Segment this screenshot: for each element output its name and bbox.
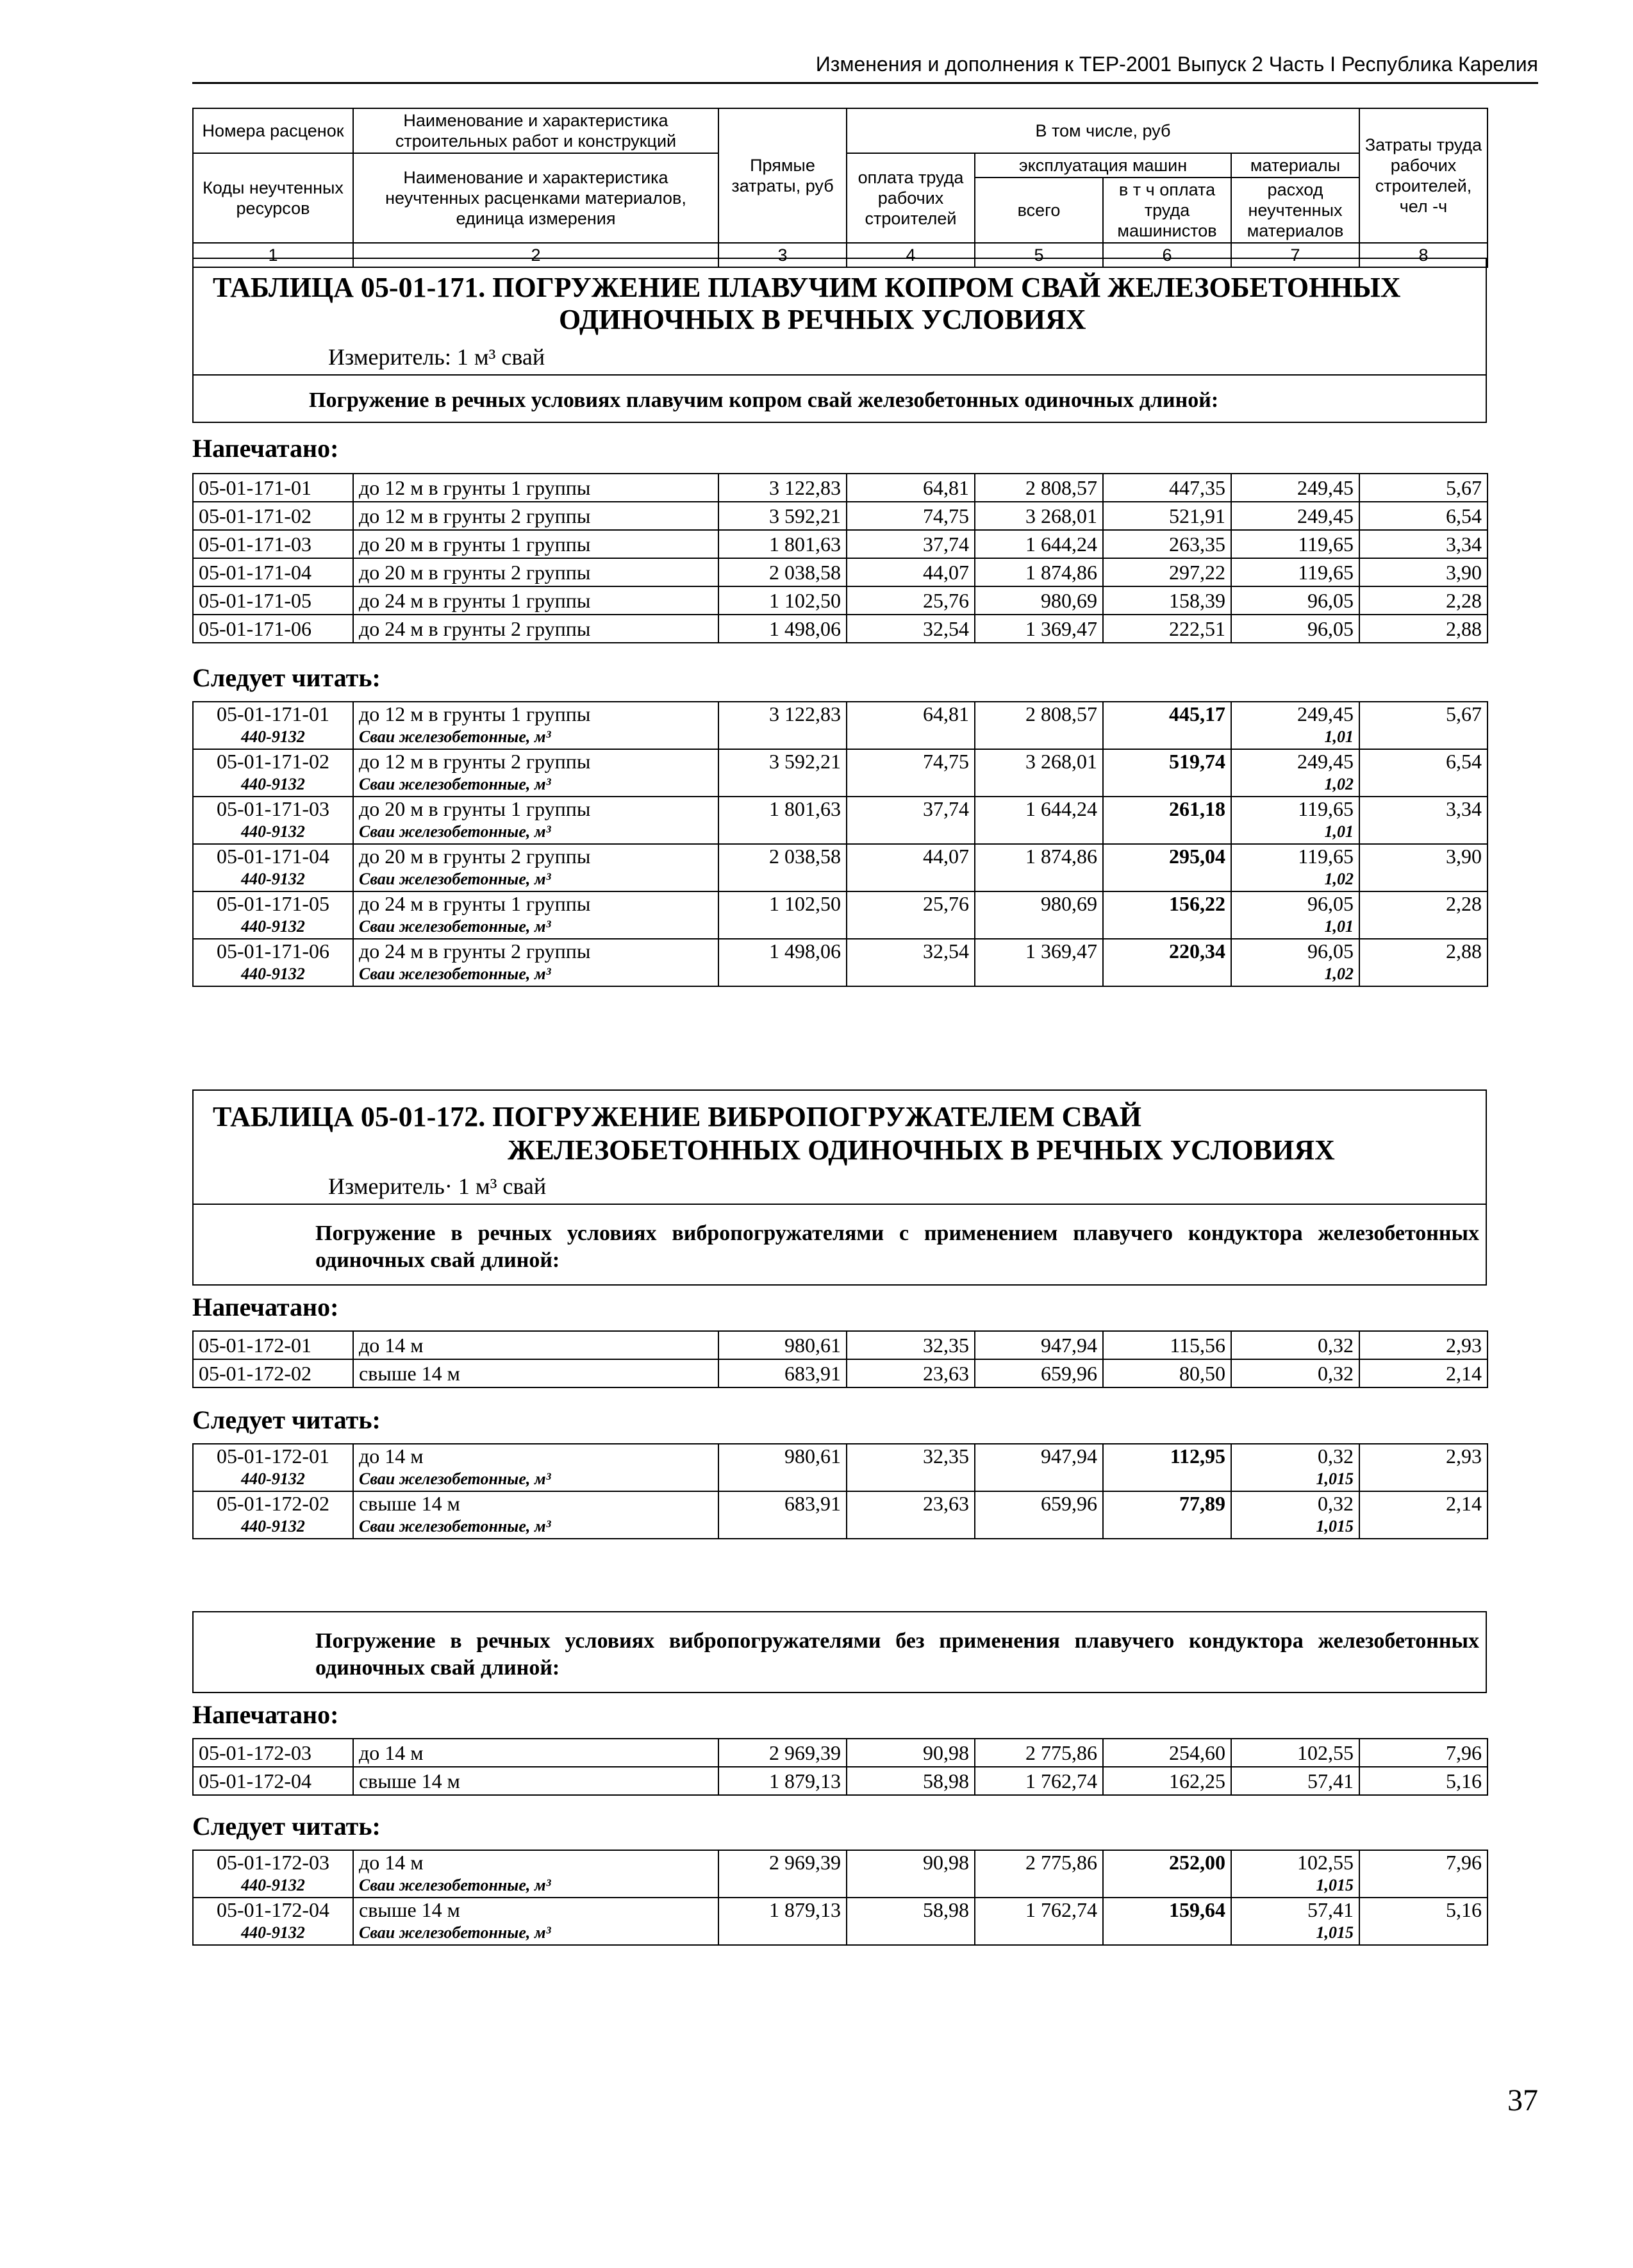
value-cell: 1 801,63	[718, 797, 847, 844]
materials-cell	[1231, 844, 1359, 891]
resource-code: 440-9132	[241, 917, 305, 936]
material-description: Сваи железобетонные, м³	[359, 1517, 551, 1535]
value-cell: 2,28	[1359, 586, 1488, 615]
value-cell: 3 592,21	[718, 502, 847, 530]
value-cell: 5,67	[1359, 474, 1488, 502]
rate-code-cell	[193, 1444, 353, 1491]
work-description: свыше 14 м	[359, 1898, 460, 1921]
col6-head: в т ч оплата труда машинистов	[1103, 178, 1231, 243]
col-num-8: 8	[1359, 243, 1488, 267]
value-cell: 1 762,74	[975, 1898, 1103, 1945]
value-cell: 64,81	[847, 702, 975, 749]
value-cell: 102,55	[1231, 1739, 1359, 1767]
rate-code: 05-01-172-02	[217, 1492, 329, 1515]
value-cell: 254,60	[1103, 1739, 1231, 1767]
table-row	[193, 1331, 1488, 1359]
description-cell	[353, 749, 718, 797]
value-cell: 32,35	[847, 1331, 975, 1359]
value-cell: 96,05	[1231, 615, 1359, 643]
value-cell: 980,69	[975, 891, 1103, 939]
value-cell: 3,34	[1359, 530, 1488, 558]
corrected-value: 445,17	[1103, 702, 1231, 749]
corrected-value: 252,00	[1103, 1850, 1231, 1898]
rate-code-cell	[193, 844, 353, 891]
material-description: Сваи железобетонные, м³	[359, 1876, 551, 1894]
work-description: до 12 м в грунты 2 группы	[359, 750, 591, 773]
rate-code: 05-01-172-03	[217, 1851, 329, 1874]
value-cell: 162,25	[1103, 1767, 1231, 1795]
col8-head: Затраты труда рабочих строителей, чел -ч	[1359, 108, 1488, 243]
table-row	[193, 1739, 1488, 1767]
work-description: до 12 м в грунты 2 группы	[353, 502, 718, 530]
value-cell: 980,61	[718, 1331, 847, 1359]
work-description: до 24 м в грунты 1 группы	[359, 892, 591, 915]
value-cell: 659,96	[975, 1491, 1103, 1539]
value-cell: 74,75	[847, 749, 975, 797]
material-description: Сваи железобетонные, м³	[359, 727, 551, 746]
value-cell: 3,34	[1359, 797, 1488, 844]
rate-code: 05-01-171-04	[217, 845, 329, 868]
corrected-value: 156,22	[1103, 891, 1231, 939]
value-cell: 119,65	[1298, 797, 1354, 820]
description-cell	[353, 1491, 718, 1539]
col-num-7: 7	[1231, 243, 1359, 267]
material-consumption: 1,015	[1316, 1517, 1354, 1535]
t172-read2-label: Следует читать:	[192, 1812, 381, 1841]
table-171-title-line2: ОДИНОЧНЫХ В РЕЧНЫХ УСЛОВИЯХ	[559, 304, 1086, 335]
col1-bottom: Коды неучтенных ресурсов	[193, 153, 353, 243]
description-cell	[353, 1850, 718, 1898]
rate-code: 05-01-172-04	[193, 1767, 353, 1795]
value-cell: 1 644,24	[975, 530, 1103, 558]
corrected-value: 519,74	[1103, 749, 1231, 797]
rate-code: 05-01-171-03	[217, 797, 329, 820]
table-row	[193, 474, 1488, 502]
col-num-4: 4	[847, 243, 975, 267]
value-cell: 74,75	[847, 502, 975, 530]
description-cell	[353, 891, 718, 939]
rate-code-cell	[193, 749, 353, 797]
description-cell	[353, 1898, 718, 1945]
material-consumption: 1,02	[1324, 870, 1354, 888]
table-172-measure: Измеритель· 1 м³ свай	[328, 1173, 547, 1199]
value-cell: 2,93	[1359, 1331, 1488, 1359]
value-cell: 90,98	[847, 1850, 975, 1898]
corrected-value: 295,04	[1103, 844, 1231, 891]
t172-read1-label: Следует читать:	[192, 1405, 381, 1434]
corrected-value: 77,89	[1103, 1491, 1231, 1539]
value-cell: 1 644,24	[975, 797, 1103, 844]
value-cell: 1 762,74	[975, 1767, 1103, 1795]
value-cell: 119,65	[1231, 530, 1359, 558]
table-172-title-line1: ТАБЛИЦА 05-01-172. ПОГРУЖЕНИЕ ВИБРОПОГРУЖАТЕЛЕМ СВАЙ	[213, 1101, 1141, 1132]
table-172-title-box	[192, 1089, 1487, 1205]
work-description: до 20 м в грунты 2 группы	[359, 845, 591, 868]
value-cell: 102,55	[1297, 1851, 1354, 1874]
value-cell: 683,91	[718, 1359, 847, 1387]
value-cell: 1 369,47	[975, 615, 1103, 643]
rate-code: 05-01-171-05	[193, 586, 353, 615]
value-cell: 0,32	[1231, 1359, 1359, 1387]
value-cell: 297,22	[1103, 558, 1231, 586]
value-cell: 2 808,57	[975, 474, 1103, 502]
materials-cell	[1231, 1850, 1359, 1898]
description-cell	[353, 702, 718, 749]
rate-code: 05-01-172-02	[193, 1359, 353, 1387]
rate-code: 05-01-171-01	[193, 474, 353, 502]
materials-cell	[1231, 1491, 1359, 1539]
material-consumption: 1,015	[1316, 1876, 1354, 1894]
value-cell: 980,69	[975, 586, 1103, 615]
value-cell: 2,14	[1359, 1359, 1488, 1387]
value-cell: 0,32	[1318, 1492, 1354, 1515]
table-row	[193, 1359, 1488, 1387]
t171-printed-label: Напечатано:	[192, 434, 339, 463]
work-description: до 12 м в грунты 1 группы	[359, 702, 591, 725]
col5-head: всего	[975, 178, 1103, 243]
material-consumption: 1,01	[1324, 822, 1354, 841]
page-number: 37	[1507, 2083, 1538, 2117]
value-cell: 5,16	[1359, 1898, 1488, 1945]
value-cell: 57,41	[1231, 1767, 1359, 1795]
description-cell	[353, 844, 718, 891]
work-description: свыше 14 м	[353, 1359, 718, 1387]
material-consumption: 1,02	[1324, 964, 1354, 983]
resource-code: 440-9132	[241, 822, 305, 841]
work-description: свыше 14 м	[359, 1492, 460, 1515]
value-cell: 1 801,63	[718, 530, 847, 558]
table-row	[193, 615, 1488, 643]
resource-code: 440-9132	[241, 870, 305, 888]
col-num-5: 5	[975, 243, 1103, 267]
rate-code: 05-01-172-01	[193, 1331, 353, 1359]
table-row	[193, 939, 1488, 986]
rate-code: 05-01-171-06	[193, 615, 353, 643]
rate-code: 05-01-172-03	[193, 1739, 353, 1767]
col-num-3: 3	[718, 243, 847, 267]
value-cell: 64,81	[847, 474, 975, 502]
value-cell: 659,96	[975, 1359, 1103, 1387]
t171-read-table	[192, 701, 1488, 987]
material-description: Сваи железобетонные, м³	[359, 964, 551, 983]
table-171-measure: Измеритель: 1 м³ свай	[328, 344, 545, 370]
col-num-2: 2	[353, 243, 718, 267]
rate-code: 05-01-171-04	[193, 558, 353, 586]
value-cell: 58,98	[847, 1767, 975, 1795]
value-cell: 2 969,39	[718, 1850, 847, 1898]
value-cell: 3,90	[1359, 844, 1488, 891]
value-cell: 2,93	[1359, 1444, 1488, 1491]
col-num-6: 6	[1103, 243, 1231, 267]
rate-code-cell	[193, 891, 353, 939]
value-cell: 6,54	[1359, 749, 1488, 797]
resource-code: 440-9132	[241, 1517, 305, 1535]
table-row	[193, 558, 1488, 586]
description-cell	[353, 939, 718, 986]
table-row	[193, 797, 1488, 844]
materials-head: материалы	[1231, 153, 1359, 178]
work-description: до 24 м в грунты 2 группы	[359, 939, 591, 963]
material-consumption: 1,01	[1324, 917, 1354, 936]
work-description: до 20 м в грунты 1 группы	[359, 797, 591, 820]
value-cell: 3 268,01	[975, 502, 1103, 530]
value-cell: 119,65	[1298, 845, 1354, 868]
value-cell: 32,54	[847, 615, 975, 643]
value-cell: 1 498,06	[718, 939, 847, 986]
value-cell: 80,50	[1103, 1359, 1231, 1387]
work-description: до 24 м в грунты 1 группы	[353, 586, 718, 615]
materials-cell	[1231, 1444, 1359, 1491]
t171-read-label: Следует читать:	[192, 663, 381, 692]
col2-bottom: Наименование и характеристика неучтенных расценками материалов, единица измерения	[353, 153, 718, 243]
resource-code: 440-9132	[241, 775, 305, 793]
value-cell: 2 775,86	[975, 1850, 1103, 1898]
table-row	[193, 1767, 1488, 1795]
value-cell: 5,16	[1359, 1767, 1488, 1795]
rate-code-cell	[193, 1491, 353, 1539]
work-description: свыше 14 м	[353, 1767, 718, 1795]
value-cell: 37,74	[847, 797, 975, 844]
value-cell: 2,88	[1359, 939, 1488, 986]
resource-code: 440-9132	[241, 1876, 305, 1894]
header-rule	[192, 82, 1538, 84]
value-cell: 96,05	[1307, 939, 1354, 963]
table-172-title-line2: ЖЕЛЕЗОБЕТОННЫХ ОДИНОЧНЫХ В РЕЧНЫХ УСЛОВИЯХ	[508, 1134, 1335, 1166]
value-cell: 5,67	[1359, 702, 1488, 749]
value-cell: 947,94	[975, 1444, 1103, 1491]
col2-top: Наименование и характеристика строительных работ и конструкций	[353, 108, 718, 153]
rate-code-cell	[193, 797, 353, 844]
rate-code: 05-01-172-04	[217, 1898, 329, 1921]
rate-code: 05-01-172-01	[217, 1444, 329, 1468]
t172-read1-table	[192, 1443, 1488, 1539]
included-head: В том числе, руб	[847, 108, 1359, 153]
table-row	[193, 702, 1488, 749]
material-consumption: 1,02	[1324, 775, 1354, 793]
value-cell: 25,76	[847, 586, 975, 615]
value-cell: 90,98	[847, 1739, 975, 1767]
col-num-1: 1	[193, 243, 353, 267]
value-cell: 2 808,57	[975, 702, 1103, 749]
table-row	[193, 844, 1488, 891]
value-cell: 263,35	[1103, 530, 1231, 558]
value-cell: 3 268,01	[975, 749, 1103, 797]
rate-code: 05-01-171-02	[217, 750, 329, 773]
rate-code: 05-01-171-02	[193, 502, 353, 530]
value-cell: 37,74	[847, 530, 975, 558]
table-row	[193, 502, 1488, 530]
value-cell: 521,91	[1103, 502, 1231, 530]
rate-code-cell	[193, 702, 353, 749]
resource-code: 440-9132	[241, 1469, 305, 1488]
corrected-value: 159,64	[1103, 1898, 1231, 1945]
value-cell: 115,56	[1103, 1331, 1231, 1359]
t172-printed1-table	[192, 1330, 1488, 1388]
value-cell: 1 102,50	[718, 891, 847, 939]
corrected-value: 220,34	[1103, 939, 1231, 986]
table-172-group1-text: Погружение в речных условиях вибропогружателями с применением плавучего кондуктора железобетонных одиночных свай длиной:	[315, 1221, 1479, 1272]
material-description: Сваи железобетонные, м³	[359, 870, 551, 888]
value-cell: 32,54	[847, 939, 975, 986]
materials-cell	[1231, 939, 1359, 986]
col3-head: Прямые затраты, руб	[718, 108, 847, 243]
value-cell: 249,45	[1231, 502, 1359, 530]
table-172-group2-box	[192, 1611, 1487, 1693]
materials-cell	[1231, 1898, 1359, 1945]
value-cell: 2 969,39	[718, 1739, 847, 1767]
value-cell: 1 879,13	[718, 1767, 847, 1795]
table-row	[193, 586, 1488, 615]
value-cell: 23,63	[847, 1359, 975, 1387]
value-cell: 1 874,86	[975, 558, 1103, 586]
value-cell: 3 122,83	[718, 702, 847, 749]
material-consumption: 1,015	[1316, 1469, 1354, 1488]
materials-cell	[1231, 891, 1359, 939]
column-header-table	[192, 108, 1488, 268]
value-cell: 32,35	[847, 1444, 975, 1491]
table-row	[193, 530, 1488, 558]
rate-code-cell	[193, 939, 353, 986]
value-cell: 2,88	[1359, 615, 1488, 643]
value-cell: 58,98	[847, 1898, 975, 1945]
value-cell: 96,05	[1231, 586, 1359, 615]
table-row	[193, 1850, 1488, 1898]
value-cell: 1 874,86	[975, 844, 1103, 891]
work-description: до 24 м в грунты 2 группы	[353, 615, 718, 643]
table-row	[193, 891, 1488, 939]
work-description: до 12 м в грунты 1 группы	[353, 474, 718, 502]
table-row	[193, 1898, 1488, 1945]
material-description: Сваи железобетонные, м³	[359, 1469, 551, 1488]
value-cell: 222,51	[1103, 615, 1231, 643]
value-cell: 44,07	[847, 844, 975, 891]
material-description: Сваи железобетонные, м³	[359, 775, 551, 793]
col4-head: оплата труда рабочих строителей	[847, 153, 975, 243]
materials-cell	[1231, 702, 1359, 749]
value-cell: 249,45	[1231, 474, 1359, 502]
material-consumption: 1,01	[1324, 727, 1354, 746]
description-cell	[353, 1444, 718, 1491]
value-cell: 2,28	[1359, 891, 1488, 939]
value-cell: 947,94	[975, 1331, 1103, 1359]
rate-code-cell	[193, 1898, 353, 1945]
table-172-group2-text: Погружение в речных условиях вибропогружателями без применения плавучего кондуктора железобетонных одиночных свай длиной:	[315, 1629, 1479, 1680]
running-header: Изменения и дополнения к ТЕР-2001 Выпуск 2 Часть I Республика Карелия	[815, 53, 1538, 76]
value-cell: 0,32	[1318, 1444, 1354, 1468]
value-cell: 2 038,58	[718, 558, 847, 586]
value-cell: 44,07	[847, 558, 975, 586]
col7-head: расход неучтенных материалов	[1231, 178, 1359, 243]
value-cell: 57,41	[1307, 1898, 1354, 1921]
col1-top: Номера расценок	[193, 108, 353, 153]
table-row	[193, 749, 1488, 797]
material-description: Сваи железобетонные, м³	[359, 917, 551, 936]
work-description: до 14 м	[359, 1851, 424, 1874]
table-row	[193, 1444, 1488, 1491]
value-cell: 3 592,21	[718, 749, 847, 797]
value-cell: 25,76	[847, 891, 975, 939]
material-description: Сваи железобетонные, м³	[359, 822, 551, 841]
t172-read2-table	[192, 1850, 1488, 1946]
rate-code-cell	[193, 1850, 353, 1898]
value-cell: 23,63	[847, 1491, 975, 1539]
resource-code: 440-9132	[241, 727, 305, 746]
value-cell: 2,14	[1359, 1491, 1488, 1539]
value-cell: 6,54	[1359, 502, 1488, 530]
work-description: до 14 м	[359, 1444, 424, 1468]
value-cell: 0,32	[1231, 1331, 1359, 1359]
material-consumption: 1,015	[1316, 1923, 1354, 1942]
value-cell: 2 038,58	[718, 844, 847, 891]
material-description: Сваи железобетонные, м³	[359, 1923, 551, 1942]
page-header	[0, 0, 1633, 90]
value-cell: 683,91	[718, 1491, 847, 1539]
t172-printed2-table	[192, 1738, 1488, 1796]
value-cell: 447,35	[1103, 474, 1231, 502]
value-cell: 119,65	[1231, 558, 1359, 586]
value-cell: 249,45	[1297, 750, 1354, 773]
work-description: до 20 м в грунты 1 группы	[353, 530, 718, 558]
materials-cell	[1231, 797, 1359, 844]
table-172-group1-box	[192, 1204, 1487, 1286]
value-cell: 1 102,50	[718, 586, 847, 615]
resource-code: 440-9132	[241, 964, 305, 983]
description-cell	[353, 797, 718, 844]
work-description: до 14 м	[353, 1331, 718, 1359]
table-171-group-box	[192, 374, 1487, 423]
value-cell: 96,05	[1307, 892, 1354, 915]
resource-code: 440-9132	[241, 1923, 305, 1942]
value-cell: 1 879,13	[718, 1898, 847, 1945]
rate-code: 05-01-171-01	[217, 702, 329, 725]
value-cell: 1 369,47	[975, 939, 1103, 986]
value-cell: 2 775,86	[975, 1739, 1103, 1767]
value-cell: 249,45	[1297, 702, 1354, 725]
rate-code: 05-01-171-05	[217, 892, 329, 915]
table-171-title-line1: ТАБЛИЦА 05-01-171. ПОГРУЖЕНИЕ ПЛАВУЧИМ КОПРОМ СВАЙ ЖЕЛЕЗОБЕТОННЫХ	[213, 272, 1401, 303]
t172-printed1-label: Напечатано:	[192, 1293, 339, 1321]
t171-printed-table	[192, 473, 1488, 643]
value-cell: 7,96	[1359, 1850, 1488, 1898]
rate-code: 05-01-171-03	[193, 530, 353, 558]
value-cell: 3,90	[1359, 558, 1488, 586]
table-row	[193, 1491, 1488, 1539]
corrected-value: 261,18	[1103, 797, 1231, 844]
value-cell: 7,96	[1359, 1739, 1488, 1767]
corrected-value: 112,95	[1103, 1444, 1231, 1491]
value-cell: 1 498,06	[718, 615, 847, 643]
rate-code: 05-01-171-06	[217, 939, 329, 963]
table-171-group-text: Погружение в речных условиях плавучим копром свай железобетонных одиночных длиной:	[309, 388, 1219, 412]
work-description: до 14 м	[353, 1739, 718, 1767]
work-description: до 20 м в грунты 2 группы	[353, 558, 718, 586]
value-cell: 980,61	[718, 1444, 847, 1491]
value-cell: 158,39	[1103, 586, 1231, 615]
table-171-title-box	[192, 258, 1487, 376]
value-cell: 3 122,83	[718, 474, 847, 502]
t172-printed2-label: Напечатано:	[192, 1700, 339, 1729]
materials-cell	[1231, 749, 1359, 797]
machines-head: эксплуатация машин	[975, 153, 1231, 178]
